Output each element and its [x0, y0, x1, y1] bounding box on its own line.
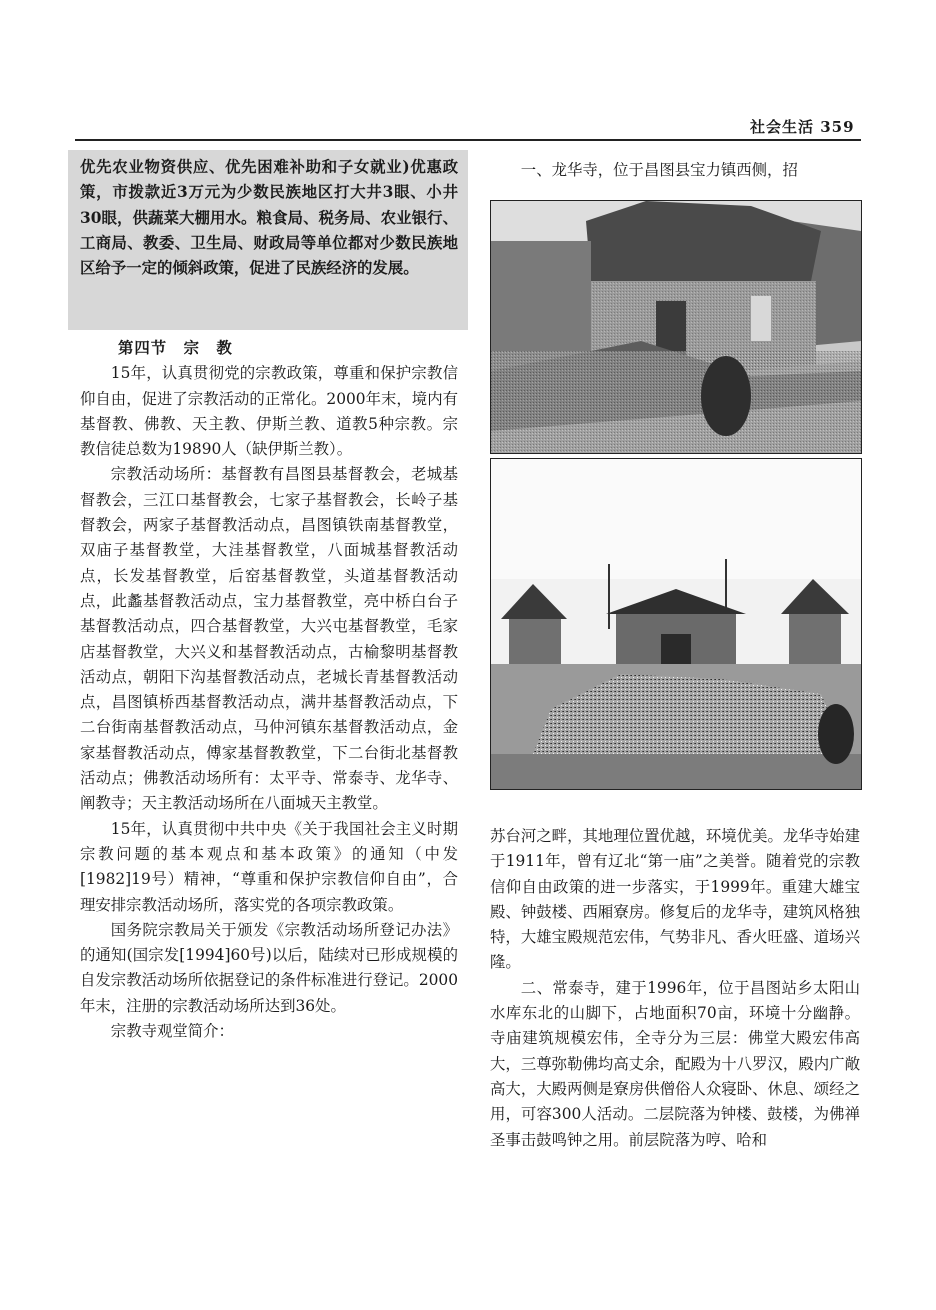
header-rule [75, 139, 861, 141]
shaded-box-text [80, 155, 458, 281]
temple-photo-2 [490, 458, 862, 790]
running-header [750, 116, 855, 137]
left-column [80, 336, 458, 1044]
paragraph: 一、龙华寺，位于昌图县宝力镇西侧，招 [520, 161, 798, 179]
paragraph: 15年，认真贯彻中共中央《关于我国社会主义时期宗教问题的基本观点和基本政策》的通知（中发[1982]19号）精神，“尊重和保护宗教信仰自由”，合理安排宗教活动场所，落实党的各项宗教政策。 [80, 819, 458, 914]
paragraph: 国务院宗教局关于颁发《宗教活动场所登记办法》的通知(国宗发[1994]60号)以后，陆续对已形成规模的自发宗教活动场所依据登记的条件标准进行登记。2000年末，注册的宗教活动场所达到36处。 [80, 920, 458, 1015]
shaded-paragraph: 优先农业物资供应、优先困难补助和子女就业)优惠政策，市拨款近3万元为少数民族地区打大井3眼、小井30眼，供蔬菜大棚用水。粮食局、税务局、农业银行、工商局、教委、卫生局、财政局等单位都对少数民族地区给予一定的倾斜政策，促进了民族经济的发展。 [80, 158, 458, 278]
paragraph: 宗教活动场所：基督教有昌图县基督教会，老城基督教会，三江口基督教会，七家子基督教会，长岭子基督教会，两家子基督教活动点，昌图镇铁南基督教堂，双庙子基督教堂，大洼基督教堂，八面城基督教活动点，长发基督教堂，后窑基督教堂，头道基督教活动点，此蠡基督教活动点，宝力基督教堂，亮中桥白台子基督教活动点，四合基督教堂，大兴屯基督教堂，毛家店基督教堂，大兴义和基督教活动点，古榆黎明基督教活动点，朝阳下沟基督教活动点，老城长青基督教活动点，昌图镇桥西基督教活动点，满井基督教活动点，下二台街南基督教活动点，马仲河镇东基督教活动点，金家基督教活动点，傅家基督教教堂，下二台街北基督教活动点；佛教活动场所有：太平寺、常泰寺、龙华寺、阐教寺；天主教活动场所在八面城天主教堂。 [80, 465, 458, 813]
paragraph: 15年，认真贯彻党的宗教政策，尊重和保护宗教信仰自由，促进了宗教活动的正常化。2000年末，境内有基督教、佛教、天主教、伊斯兰教、道教5种宗教。宗教信徒总数为19890人（缺伊斯兰教）。 [80, 364, 458, 459]
paragraph: 二、常泰寺，建于1996年，位于昌图站乡太阳山水库东北的山脚下，占地面积70亩，环境十分幽静。寺庙建筑规模宏伟，全寺分为三层：佛堂大殿宏伟高大，三尊弥勒佛均高丈余，配殿为十八罗汉，殿内广敞高大，大殿两侧是寮房供僧俗人众寝卧、休息、颂经之用，可容300人活动。二层院落为钟楼、鼓楼，为佛禅圣事击鼓鸣钟之用。前层院落为哼、哈和 [490, 978, 860, 1149]
page-number: 359 [820, 118, 855, 136]
header-section: 社会生活 [750, 118, 815, 136]
temple-photo-1-image [491, 201, 861, 453]
temple-photo-1 [490, 200, 862, 454]
paragraph: 宗教寺观堂简介： [110, 1022, 234, 1041]
right-column-top [490, 158, 860, 183]
right-column [490, 824, 860, 1153]
paragraph: 苏台河之畔，其地理位置优越，环境优美。龙华寺始建于1911年，曾有辽北“第一庙”之美誉。随着党的宗教信仰自由政策的进一步落实，于1999年。重建大雄宝殿、钟鼓楼、西厢寮房。修复后的龙华寺，建筑风格独特，大雄宝殿规范宏伟，气势非凡、香火旺盛、道场兴隆。 [490, 827, 860, 972]
section-title: 第四节 宗 教 [118, 339, 233, 357]
temple-photo-2-image [491, 459, 861, 789]
